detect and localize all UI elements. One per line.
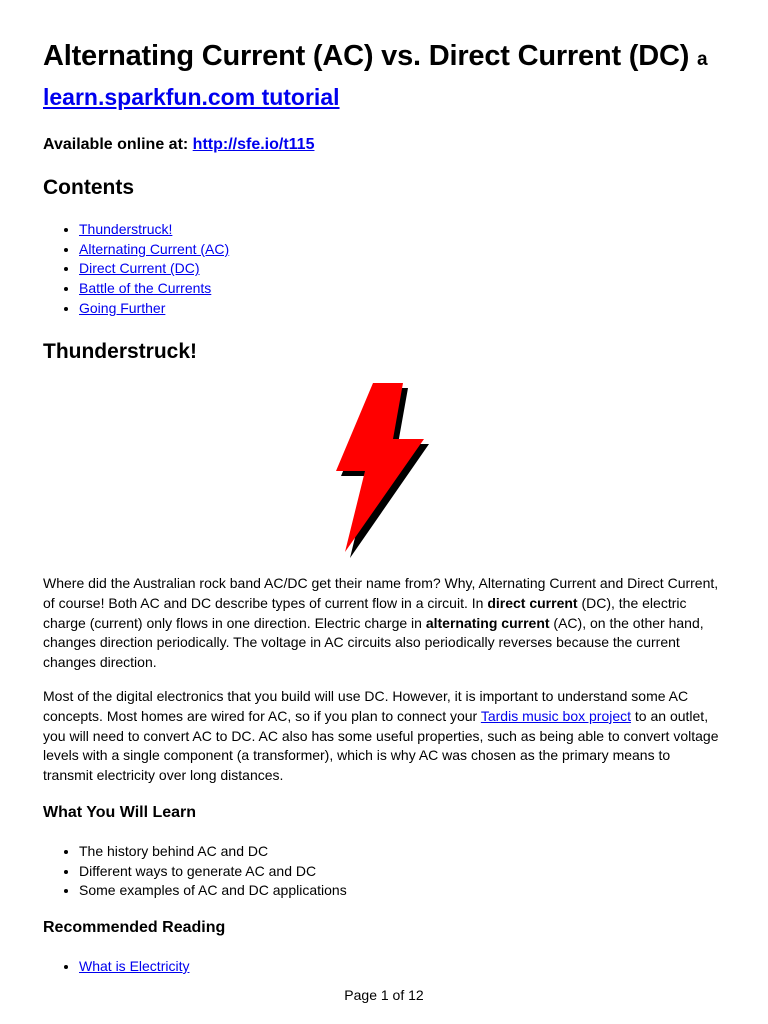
contents-item [79, 279, 229, 299]
p1-bold-alternating-current: alternating current [425, 614, 550, 631]
thunderstruck-heading: Thunderstruck! [43, 340, 198, 363]
what-is-electricity-link[interactable]: What is Electricity [79, 958, 190, 974]
document-title [43, 38, 743, 78]
subtitle [43, 82, 340, 112]
contents-item [79, 240, 229, 260]
lightning-bolt-icon [335, 382, 435, 558]
toc-link-battle-of-currents[interactable]: Battle of the Currents [79, 280, 212, 297]
online-availability [43, 136, 314, 154]
toc-link-going-further[interactable]: Going Further [79, 299, 166, 316]
p2-text-2: to an outlet, you will need to convert AC to DC. AC also has some useful properties, such as being able to convert voltage levels with a single component (a transformer), which is why AC was chosen as the primary means to transmit electricity over long distances. [43, 707, 719, 784]
toc-link-alternating-current[interactable]: Alternating Current (AC) [79, 240, 230, 257]
learn-heading: What You Will Learn [43, 804, 197, 821]
toc-link-thunderstruck[interactable]: Thunderstruck! [79, 221, 173, 237]
tutorial-link[interactable]: learn.sparkfun.com tutorial [43, 84, 340, 110]
electronics-paragraph [43, 687, 723, 786]
intro-paragraph [43, 574, 723, 673]
toc-link-direct-current[interactable]: Direct Current (DC) [79, 260, 200, 277]
p1-bold-direct-current: direct current [487, 594, 578, 611]
reading-item [79, 957, 189, 977]
learn-item: • Some examples of AC and DC applications [79, 881, 347, 901]
contents-item [79, 220, 229, 240]
p1-text-2: (DC), the electric charge (current) only flows in one direction. Electric charge in [43, 594, 687, 631]
tardis-project-link[interactable]: Tardis music box project [480, 707, 632, 724]
learn-list [43, 842, 347, 901]
contents-list [43, 220, 229, 319]
title-text: Alternating Current (AC) vs. Direct Current (DC) [43, 40, 690, 72]
reading-list [43, 957, 189, 977]
page-number: Page 1 of 12 [344, 987, 424, 1003]
learn-item: • The history behind AC and DC [79, 842, 347, 862]
learn-item: • Different ways to generate AC and DC [79, 862, 347, 882]
p1-text-1: Where did the Australian rock band AC/DC get their name from? Why, Alternating Current and Direct Current, of course! Both AC and DC describe types of current flow in a circuit. In [43, 575, 719, 611]
reading-heading: Recommended Reading [43, 919, 226, 936]
p1-text-3: (AC), on the other hand, changes direction periodically. The voltage in AC circuits also periodically reverses because the current changes direction. [43, 614, 704, 671]
online-label: Available online at: [43, 136, 189, 153]
contents-heading: Contents [43, 176, 134, 199]
contents-item [79, 299, 229, 319]
short-url-link[interactable]: http://sfe.io/t115 [192, 136, 315, 153]
contents-item [79, 259, 229, 279]
title-suffix: a [697, 49, 708, 70]
p2-text-1: Most of the digital electronics that you build will use DC. However, it is important to understand some AC concepts. Most homes are wired for AC, so if you plan to connect your [43, 688, 689, 724]
